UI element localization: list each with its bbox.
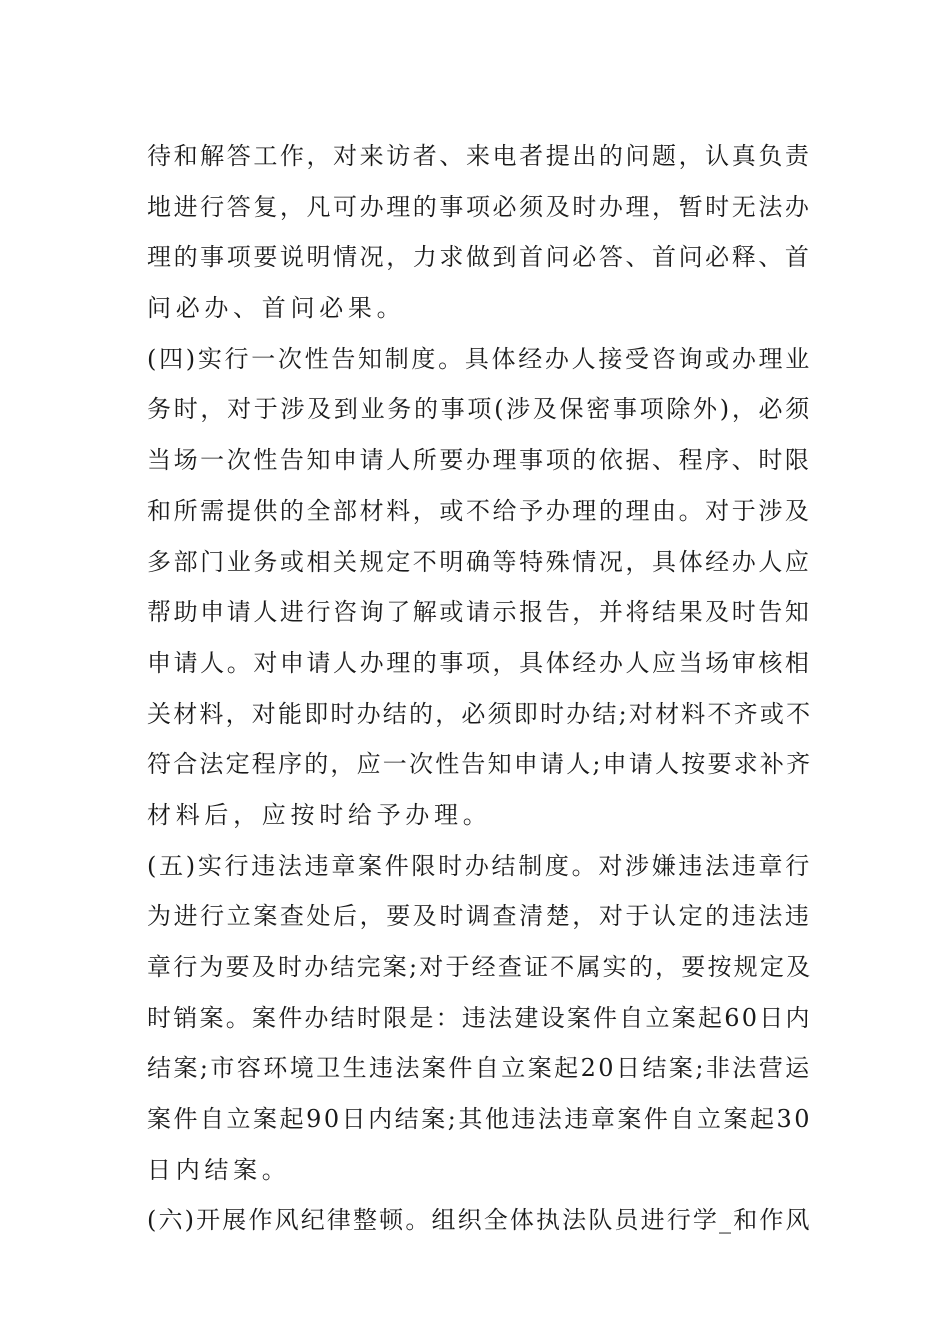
text-line: 务时，对于涉及到业务的事项(涉及保密事项除外)，必须 <box>147 395 812 424</box>
text-line: 帮助申请人进行咨询了解或请示报告，并将结果及时告知 <box>147 598 812 627</box>
text-line: 申请人。对申请人办理的事项，具体经办人应当场审核相 <box>147 648 812 677</box>
text-line: 和所需提供的全部材料，或不给予办理的理由。对于涉及 <box>147 496 812 525</box>
text-line: 当场一次性告知申请人所要办理事项的依据、程序、时限 <box>147 446 812 475</box>
text-line: 待和解答工作，对来访者、来电者提出的问题，认真负责 <box>147 142 812 170</box>
text-line: 关材料，对能即时办结的，必须即时办结;对材料不齐或不 <box>147 699 813 728</box>
text-line: 案件自立案起90日内结案;其他违法违章案件自立案起30 <box>147 1105 813 1134</box>
text-line: 符合法定程序的，应一次性告知申请人;申请人按要求补齐 <box>147 750 813 779</box>
section-heading-line: (四)实行一次性告知制度。具体经办人接受咨询或办理业 <box>147 344 812 373</box>
text-line: 时销案。案件办结时限是：违法建设案件自立案起60日内 <box>147 1003 812 1032</box>
text-line: 结案;市容环境卫生违法案件自立案起20日结案;非法营运 <box>147 1054 812 1083</box>
section-heading-line: (六)开展作风纪律整顿。组织全体执法队员进行学_和作风 <box>147 1206 812 1235</box>
text-line: 章行为要及时办结完案;对于经查证不属实的，要按规定及 <box>147 953 813 981</box>
text-line: 地进行答复，凡可办理的事项必须及时办理，暂时无法办 <box>147 192 812 221</box>
text-line: 为进行立案查处后，要及时调查清楚，对于认定的违法违 <box>147 902 812 931</box>
section-heading-line: (五)实行违法违章案件限时办结制度。对涉嫌违法违章行 <box>147 851 812 880</box>
text-line: 问必办、首问必果。 <box>147 294 406 323</box>
document-body <box>147 131 812 1246</box>
text-line: 理的事项要说明情况，力求做到首问必答、首问必释、首 <box>147 243 812 272</box>
text-line: 多部门业务或相关规定不明确等特殊情况，具体经办人应 <box>147 547 812 576</box>
text-line: 材料后，应按时给予办理。 <box>147 800 492 829</box>
text-line: 日内结案。 <box>147 1155 291 1184</box>
